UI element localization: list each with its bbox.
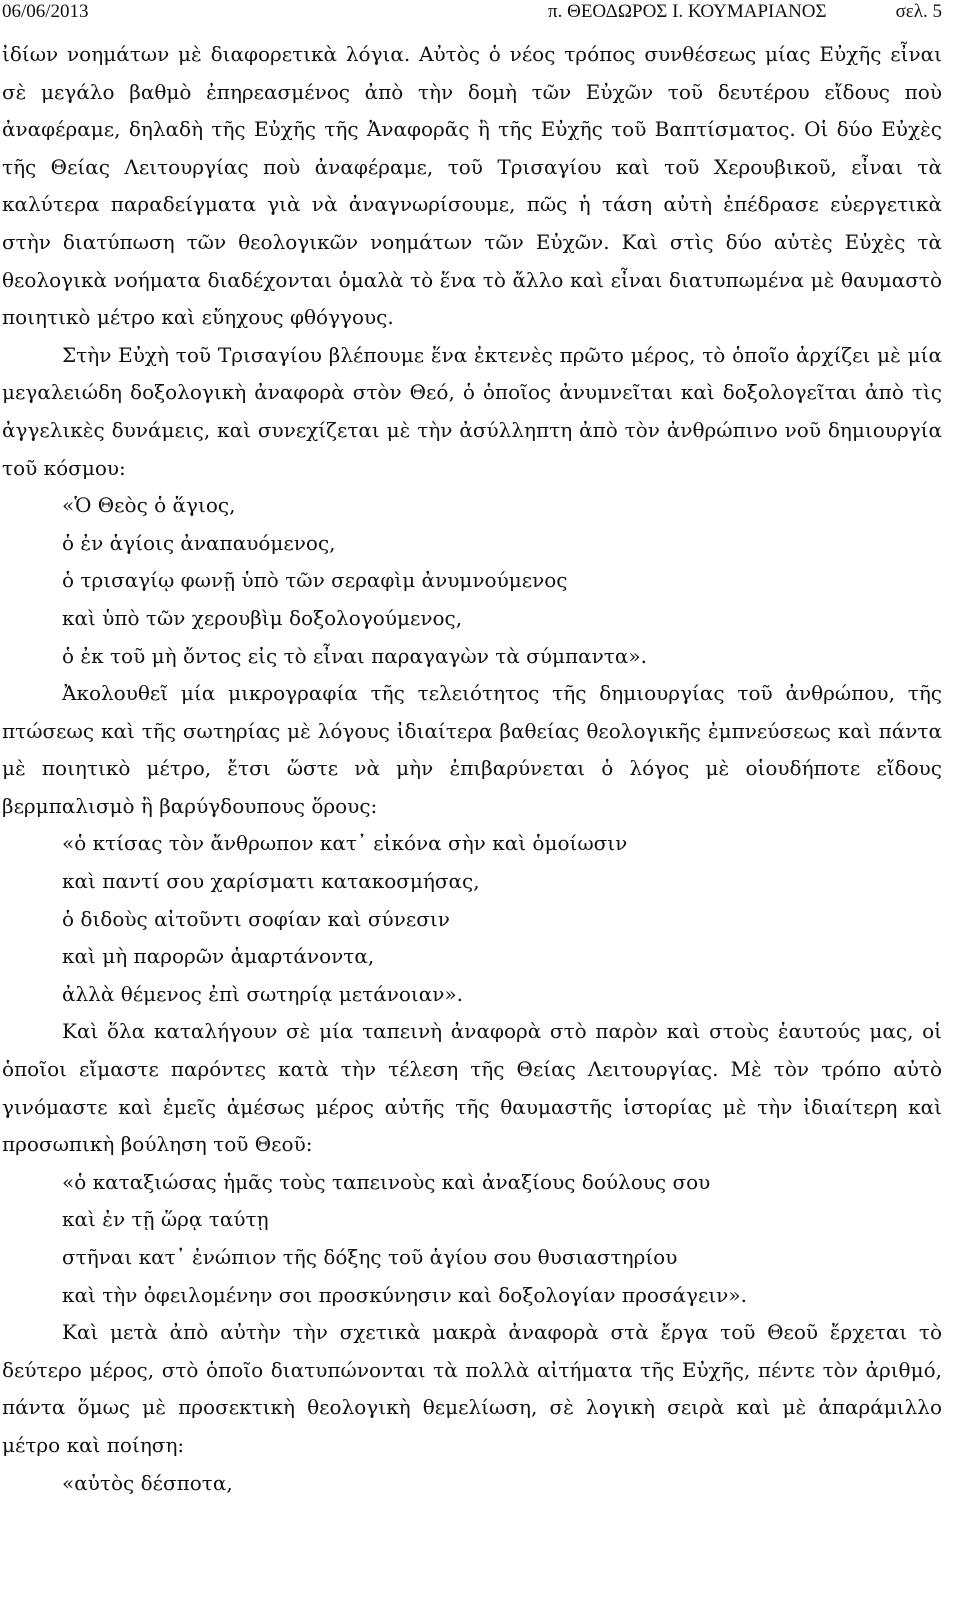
quote-line: «ὁ κτίσας τὸν ἄνθρωπον κατ᾽ εἰκόνα σὴν καὶ ὁμοίωσιν xyxy=(62,831,628,856)
document-body xyxy=(2,36,942,1502)
prayer-quote-4 xyxy=(2,1465,942,1503)
quote-line: ὁ ἐν ἁγίοις ἀναπαυόμενος, xyxy=(62,530,336,555)
quote-line: ὁ ἐκ τοῦ μὴ ὄντος εἰς τὸ εἶναι παραγαγὼν τὰ σύμπαντα». xyxy=(62,643,647,668)
header-author: π. ΘΕΟΔΩΡΟΣ Ι. ΚΟΥΜΑΡΙΑΝΟΣ xyxy=(548,1,827,22)
quote-line: καὶ μὴ παρορῶν ἁμαρτάνοντα, xyxy=(62,944,375,969)
header-page-number: σελ. 5 xyxy=(895,1,942,22)
quote-line: καὶ ὑπὸ τῶν χερουβὶμ δοξολογούμενος, xyxy=(62,605,463,630)
prayer-quote-3 xyxy=(2,1164,942,1314)
quote-line: ὁ διδοὺς αἰτοῦντι σοφίαν καὶ σύνεσιν xyxy=(62,906,450,931)
quote-line: καὶ τὴν ὀφειλομένην σοι προσκύνησιν καὶ δοξολογίαν προσάγειν». xyxy=(62,1282,747,1307)
quote-line: καὶ ἐν τῇ ὥρᾳ ταύτῃ xyxy=(62,1207,269,1232)
quote-line: «αὐτὸς δέσποτα, xyxy=(62,1470,233,1495)
quote-line: στῆναι κατ᾽ ἐνώπιον τῆς δόξης τοῦ ἁγίου σου θυσιαστηρίου xyxy=(62,1245,678,1269)
prayer-quote-2 xyxy=(2,825,942,1013)
prayer-quote-1 xyxy=(2,487,942,675)
paragraph-2: Στὴν Εὐχὴ τοῦ Τρισαγίου βλέπουμε ἕνα ἐκτενὲς πρῶτο μέρος, τὸ ὁποῖο ἀρχίζει μὲ μία μεγαλειώδη δοξολογικὴ ἀναφορὰ στὸν Θεό, ὁ ὁποῖος ἀνυμνεῖται καὶ δοξολογεῖται ἀπὸ τὶς ἀγγελικὲς δυνάμεις, καὶ συνεχίζεται μὲ τὴν ἀσύλληπτη ἀπὸ τὸν ἀνθρώπινο νοῦ δημιουργία τοῦ κόσμου: xyxy=(2,342,942,480)
quote-line: ὁ τρισαγίῳ φωνῇ ὑπὸ τῶν σεραφὶμ ἀνυμνούμενος xyxy=(62,568,568,593)
paragraph-3: Ἀκολουθεῖ μία μικρογραφία τῆς τελειότητος τῆς δημιουργίας τοῦ ἀνθρώπου, τῆς πτώσεως καὶ τῆς σωτηρίας μὲ λόγους ἰδιαίτερα βαθείας θεολογικῆς ἐμπνεύσεως καὶ πάντα μὲ ποιητικὸ μέτρο, ἔτσι ὥστε νὰ μὴν ἐπιβαρύνεται ὁ λόγος μὲ οἱουδήποτε εἴδους βερμπαλισμὸ ἢ βαρύγδουπους ὅρους: xyxy=(2,681,942,818)
page-header xyxy=(2,0,942,24)
paragraph-5: Καὶ μετὰ ἀπὸ αὐτὴν τὴν σχετικὰ μακρὰ ἀναφορὰ στὰ ἔργα τοῦ Θεοῦ ἔρχεται τὸ δεύτερο μέρος, στὸ ὁποῖο διατυπώνονται τὰ πολλὰ αἰτήματα τῆς Εὐχῆς, πέντε τὸν ἀριθμό, πάντα ὅμως μὲ προσεκτικὴ θεολογικὴ θεμελίωση, σὲ λογικὴ σειρὰ καὶ μὲ ἀπαράμιλλο μέτρο καὶ ποίηση: xyxy=(2,1320,942,1457)
paragraph-1: ἰδίων νοημάτων μὲ διαφορετικὰ λόγια. Αὐτὸς ὁ νέος τρόπος συνθέσεως μίας Εὐχῆς εἶναι σὲ μεγάλο βαθμὸ ἐπηρεασμένος ἀπὸ τὴν δομὴ τῶν Εὐχῶν τοῦ δευτέρου εἴδους ποὺ ἀναφέραμε, δηλαδὴ τῆς Εὐχῆς τῆς Ἀναφορᾶς ἢ τῆς Εὐχῆς τοῦ Βαπτίσματος. Οἱ δύο Εὐχὲς τῆς Θείας Λειτουργίας ποὺ ἀναφέραμε, τοῦ Τρισαγίου καὶ τοῦ Χερουβικοῦ, εἶναι τὰ καλύτερα παραδείγματα γιὰ νὰ ἀναγνωρίσουμε, πῶς ἡ τάση αὐτὴ ἐπέδρασε εὐεργετικὰ στὴν διατύπωση τῶν θεολογικῶν νοημάτων τῶν Εὐχῶν. Καὶ στὶς δύο αὐτὲς Εὐχὲς τὰ θεολογικὰ νοήματα διαδέχονται ὁμαλὰ τὸ ἕνα τὸ ἄλλο καὶ εἶναι διατυπωμένα μὲ θαυμαστὸ ποιητικὸ μέτρο καὶ εὔηχους φθόγγους. xyxy=(2,42,942,330)
header-date: 06/06/2013 xyxy=(2,1,89,22)
quote-line: καὶ παντί σου χαρίσματι κατακοσμήσας, xyxy=(62,869,480,894)
quote-line: «Ὁ Θεὸς ὁ ἅγιος, xyxy=(62,493,236,518)
quote-line: ἀλλὰ θέμενος ἐπὶ σωτηρίᾳ μετάνοιαν». xyxy=(62,981,464,1006)
quote-line: «ὁ καταξιώσας ἡμᾶς τοὺς ταπεινοὺς καὶ ἀναξίους δούλους σου xyxy=(62,1169,711,1194)
paragraph-4: Καὶ ὅλα καταλήγουν σὲ μία ταπεινὴ ἀναφορὰ στὸ παρὸν καὶ στοὺς ἑαυτούς μας, οἱ ὁποῖοι εἴμαστε παρόντες κατὰ τὴν τέλεση τῆς Θείας Λειτουργίας. Μὲ τὸν τρόπο αὐτὸ γινόμαστε καὶ ἐμεῖς ἀμέσως μέρος αὐτῆς τῆς θαυμαστῆς ἱστορίας μὲ τὴν ἰδιαίτερη καὶ προσωπικὴ βούληση τοῦ Θεοῦ: xyxy=(2,1019,942,1157)
